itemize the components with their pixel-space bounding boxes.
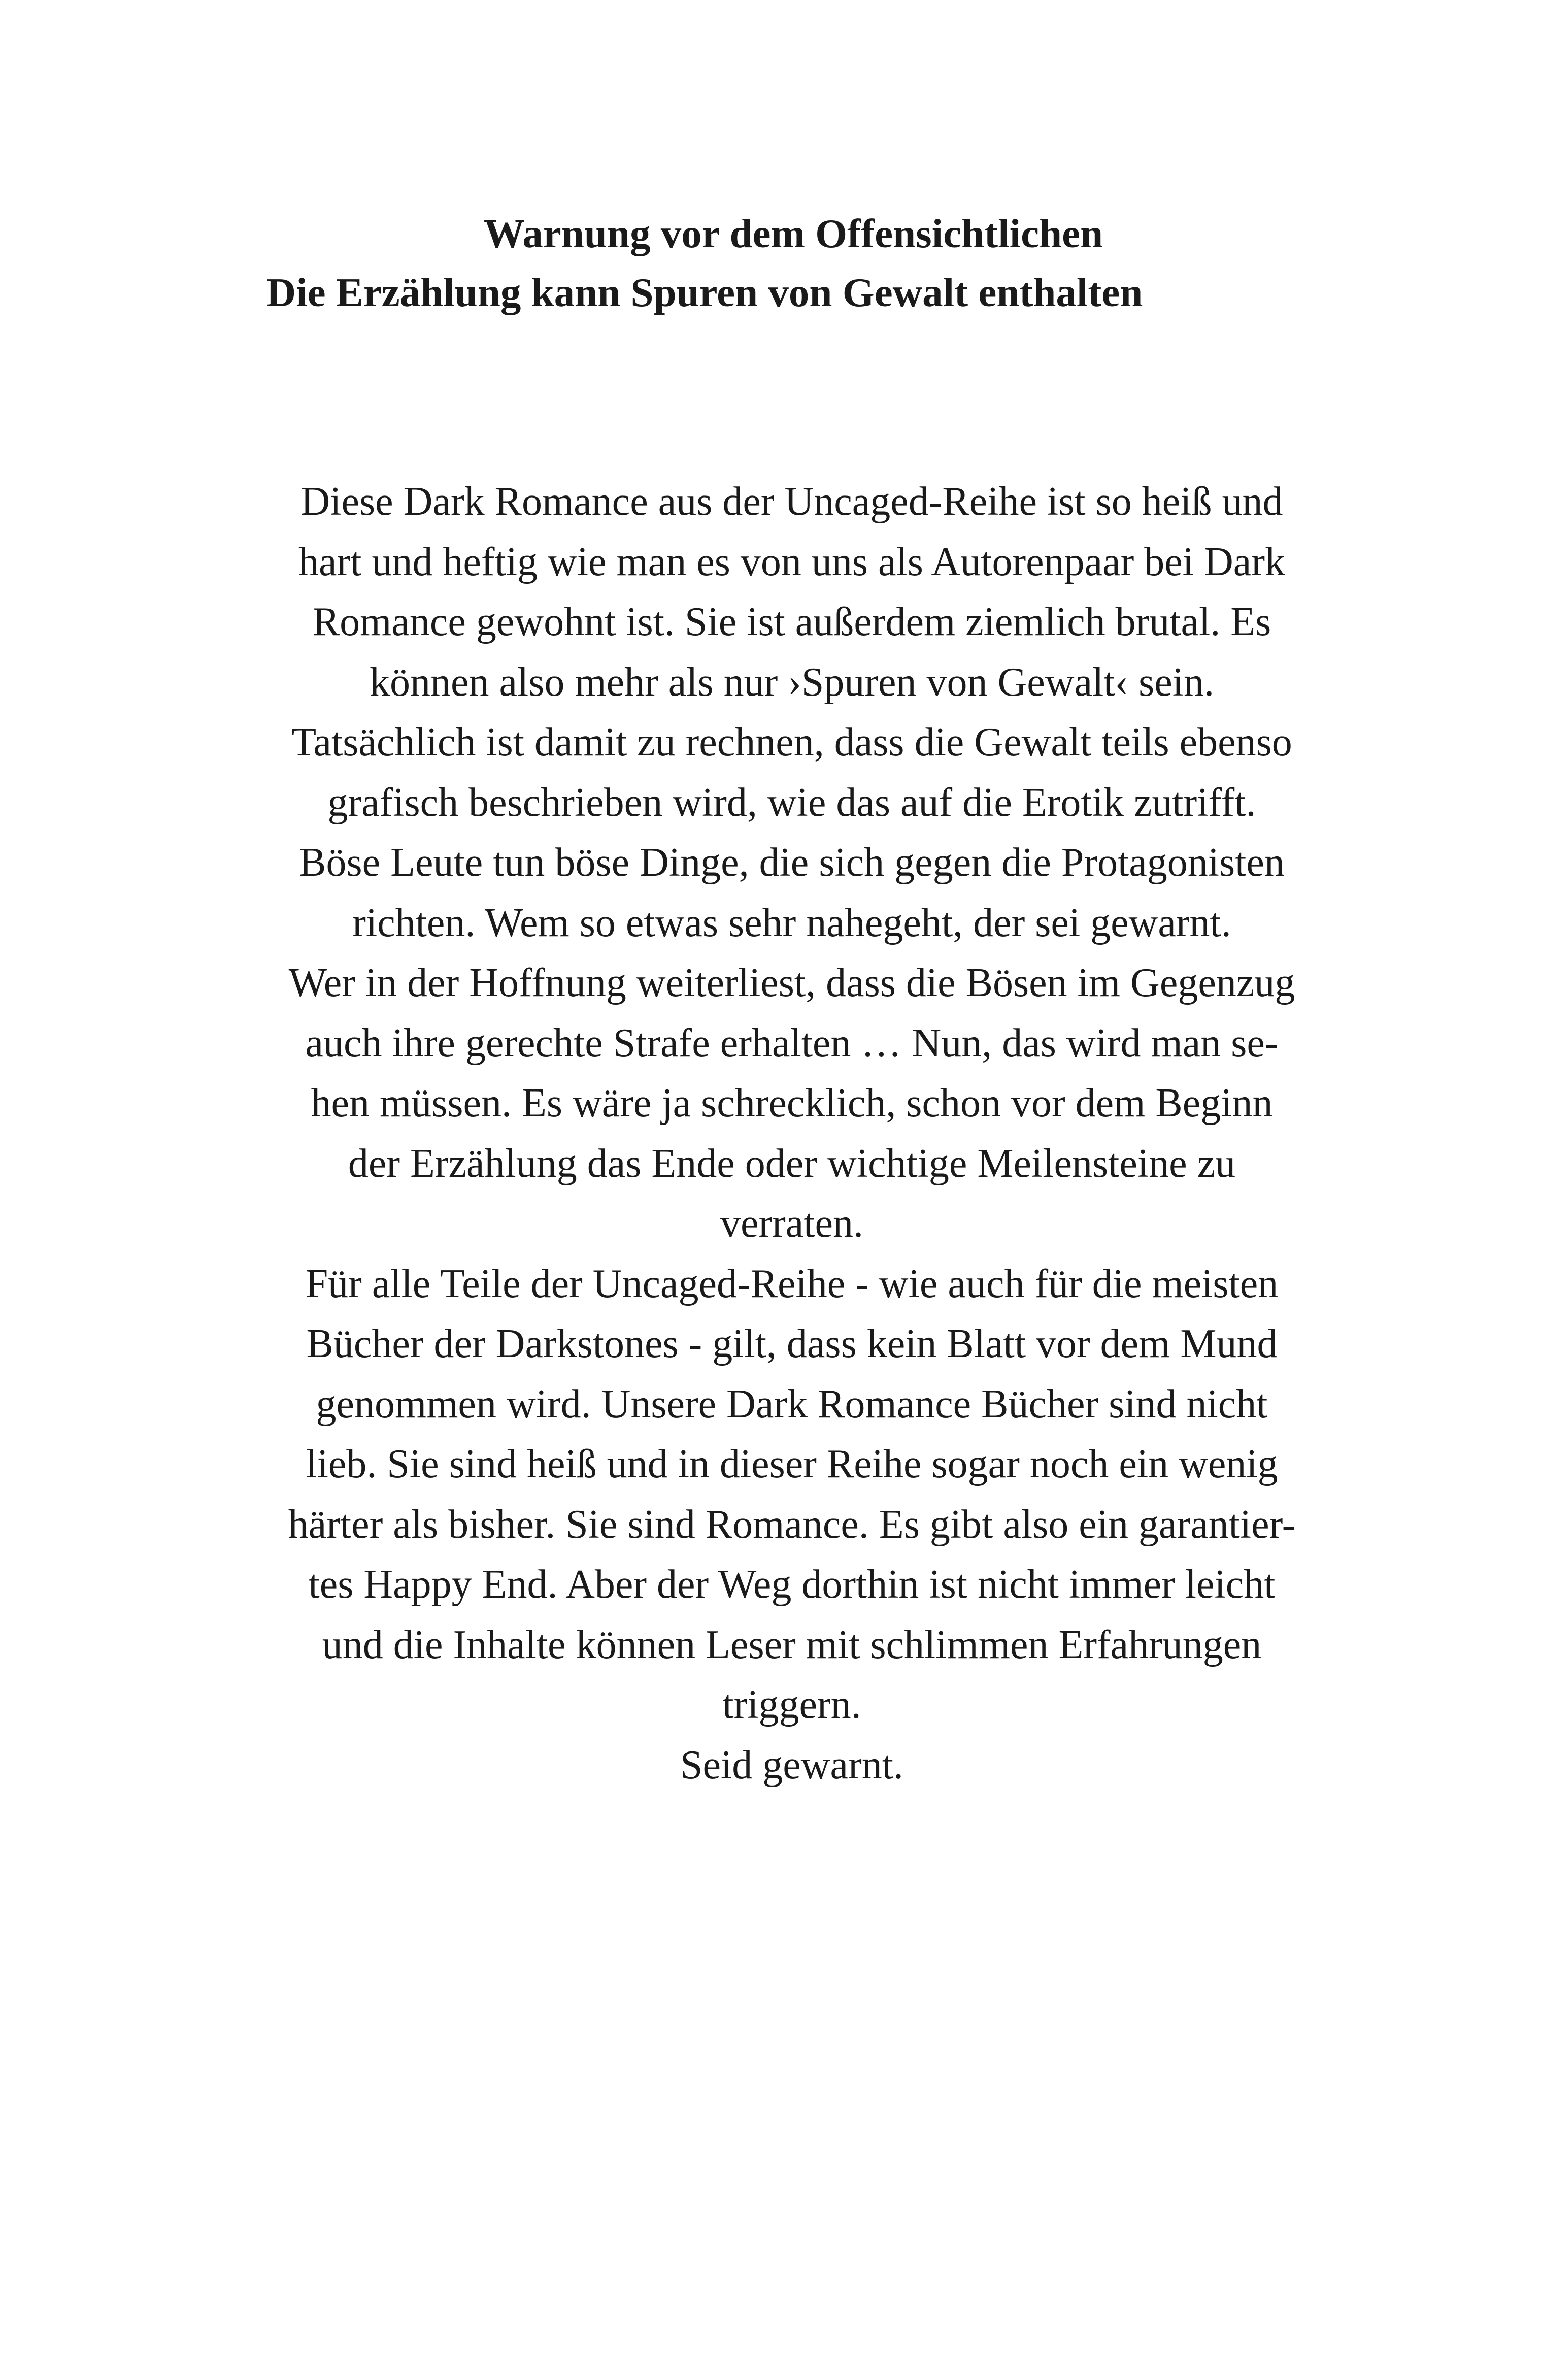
- body-line: und die Inhalte können Leser mit schlimmen Erfahrungen: [322, 1622, 1262, 1667]
- body-line: Bücher der Darkstones - gilt, dass kein Blatt vor dem Mund: [306, 1321, 1278, 1366]
- body-line: Wer in der Hoffnung weiterliest, dass die Bösen im Gegenzug: [288, 961, 1295, 1005]
- body-line: tes Happy End. Aber der Weg dorthin ist nicht immer leicht: [308, 1562, 1276, 1607]
- body-line: lieb. Sie sind heiß und in dieser Reihe sogar noch ein wenig: [306, 1442, 1278, 1486]
- body-line: hart und heftig wie man es von uns als Autorenpaar bei Dark: [298, 539, 1285, 584]
- body-line: härter als bisher. Sie sind Romance. Es gibt also ein garantier-: [288, 1502, 1296, 1547]
- body-line: richten. Wem so etwas sehr nahegeht, der sei gewarnt.: [352, 900, 1231, 945]
- body-line: hen müssen. Es wäre ja schrecklich, schon vor dem Beginn: [311, 1081, 1273, 1126]
- body-line: Seid gewarnt.: [680, 1742, 903, 1788]
- body-line: können also mehr als nur ›Spuren von Gewalt‹ sein.: [369, 659, 1215, 705]
- heading-warning-subtitle: Die Erzählung kann Spuren von Gewalt enthalten: [266, 270, 1143, 315]
- body-line: auch ihre gerechte Strafe erhalten … Nun, das wird man se-: [305, 1020, 1279, 1066]
- body-line: Romance gewohnt ist. Sie ist außerdem ziemlich brutal. Es: [312, 600, 1271, 644]
- body-line: genommen wird. Unsere Dark Romance Bücher sind nicht: [316, 1381, 1268, 1427]
- body-line: Tatsächlich ist damit zu rechnen, dass die Gewalt teils ebenso: [291, 720, 1292, 765]
- body-line: der Erzählung das Ende oder wichtige Meilensteine zu: [348, 1141, 1236, 1186]
- body-line: grafisch beschrieben wird, wie das auf die Erotik zutrifft.: [327, 780, 1256, 825]
- body-line: Böse Leute tun böse Dinge, die sich gegen die Protagonisten: [299, 840, 1285, 885]
- body-line: triggern.: [722, 1682, 861, 1727]
- body-line: Diese Dark Romance aus der Uncaged-Reihe ist so heiß und: [300, 479, 1283, 524]
- body-line: Für alle Teile der Uncaged-Reihe - wie auch für die meisten: [305, 1261, 1279, 1306]
- warning-body-text: [223, 472, 1360, 1795]
- heading-warning-title: Warnung vor dem Offensichtlichen: [483, 211, 1103, 256]
- body-line: verraten.: [720, 1201, 864, 1246]
